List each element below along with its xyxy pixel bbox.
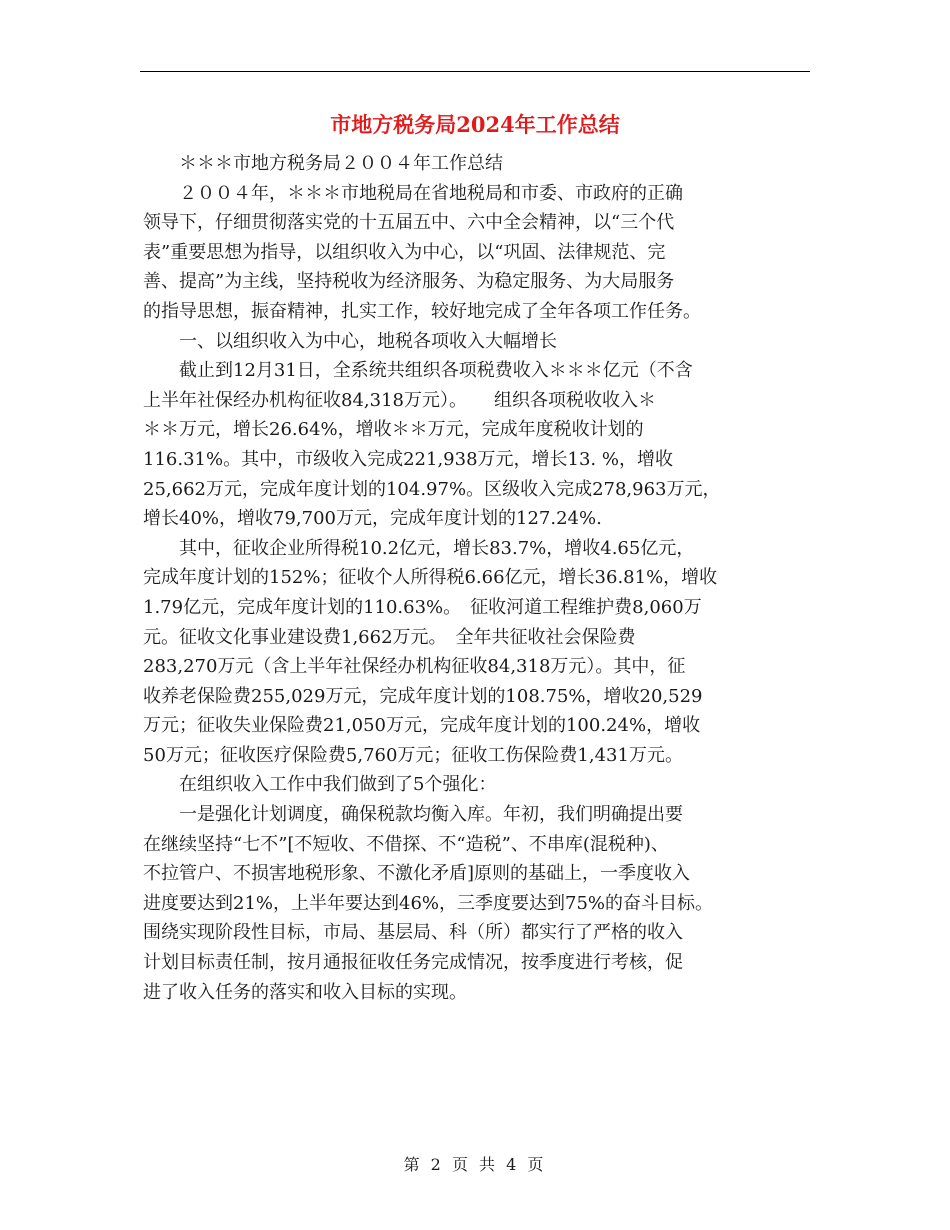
- body-line: 完成年度计划的152%；征收个人所得税6.66亿元，增长36.81%，增收: [143, 567, 718, 589]
- document-body: [143, 149, 815, 1007]
- body-line: 万元；征收失业保险费21,050万元，完成年度计划的100.24%，增收: [143, 715, 701, 737]
- body-line: 领导下，仔细贯彻落实党的十五届五中、六中全会精神，以“三个代: [143, 212, 675, 234]
- body-line: 围绕实现阶段性目标，市局、基层局、科（所）都实行了严格的收入: [143, 922, 683, 944]
- body-line: 50万元；征收医疗保险费5,760万元；征收工伤保险费1,431万元。: [143, 744, 683, 766]
- document-title: 市地方税务局2024年工作总结: [330, 112, 620, 137]
- header-rule: [140, 71, 810, 72]
- body-line: 上半年社保经办机构征收84,318万元）。 组织各项税收收入＊: [143, 389, 656, 411]
- body-line: 收养老保险费255,029万元，完成年度计划的108.75%，增收20,529: [143, 685, 703, 707]
- body-line: 116.31%。其中，市级收入完成221,938万元，增长13. %，增收: [143, 448, 673, 470]
- body-line: ＊＊＊市地方税务局２００４年工作总结: [179, 153, 503, 174]
- body-line: 不拉管户、不损害地税形象、不激化矛盾]原则的基础上，一季度收入: [143, 863, 691, 885]
- body-line: 25,662万元，完成年度计划的104.97%。区级收入完成278,963万元，: [143, 478, 721, 500]
- section-heading: 一、以组织收入为中心，地税各项收入大幅增长: [179, 330, 557, 352]
- page-number: 第 2 页 共 4 页: [403, 1155, 547, 1174]
- body-line: 截止到12月31日，全系统共组织各项税费收入＊＊＊亿元（不含: [179, 360, 693, 382]
- body-line: 元。征收文化事业建设费1,662万元。 全年共征收社会保险费: [143, 626, 636, 648]
- body-line: 在组织收入工作中我们做到了5个强化：: [179, 774, 497, 796]
- body-line: 的指导思想，振奋精神，扎实工作，较好地完成了全年各项工作任务。: [143, 300, 701, 322]
- body-line: ２００４年，＊＊＊市地税局在省地税局和市委、市政府的正确: [179, 182, 683, 204]
- body-line: 进了收入任务的落实和收入目标的实现。: [143, 981, 467, 1003]
- body-line: 一是强化计划调度，确保税款均衡入库。年初，我们明确提出要: [179, 804, 683, 826]
- body-line: 进度要达到21%，上半年要达到46%，三季度要达到75%的奋斗目标。: [143, 892, 714, 914]
- body-line: 其中，征收企业所得税10.2亿元，增长83.7%，增收4.65亿元，: [179, 537, 695, 559]
- body-line: 善、提高”为主线，坚持税收为经济服务、为稳定服务、为大局服务: [143, 271, 675, 293]
- body-line: 283,270万元（含上半年社保经办机构征收84,318万元）。其中，征: [143, 656, 686, 678]
- body-line: 表”重要思想为指导，以组织收入为中心，以“巩固、法律规范、完: [143, 241, 666, 263]
- body-line: ＊＊万元，增长26.64%，增收＊＊万元，完成年度税收计划的: [143, 419, 644, 441]
- body-line: 1.79亿元，完成年度计划的110.63%。 征收河道工程维护费8,060万: [143, 596, 702, 618]
- body-line: 在继续坚持“七不”[不短收、不借探、不“造税”、不串库(混税种)、: [143, 833, 669, 855]
- body-line: 计划目标责任制，按月通报征收任务完成情况，按季度进行考核，促: [143, 952, 683, 974]
- body-line: 增长40%，增收79,700万元，完成年度计划的127.24%.: [143, 508, 602, 530]
